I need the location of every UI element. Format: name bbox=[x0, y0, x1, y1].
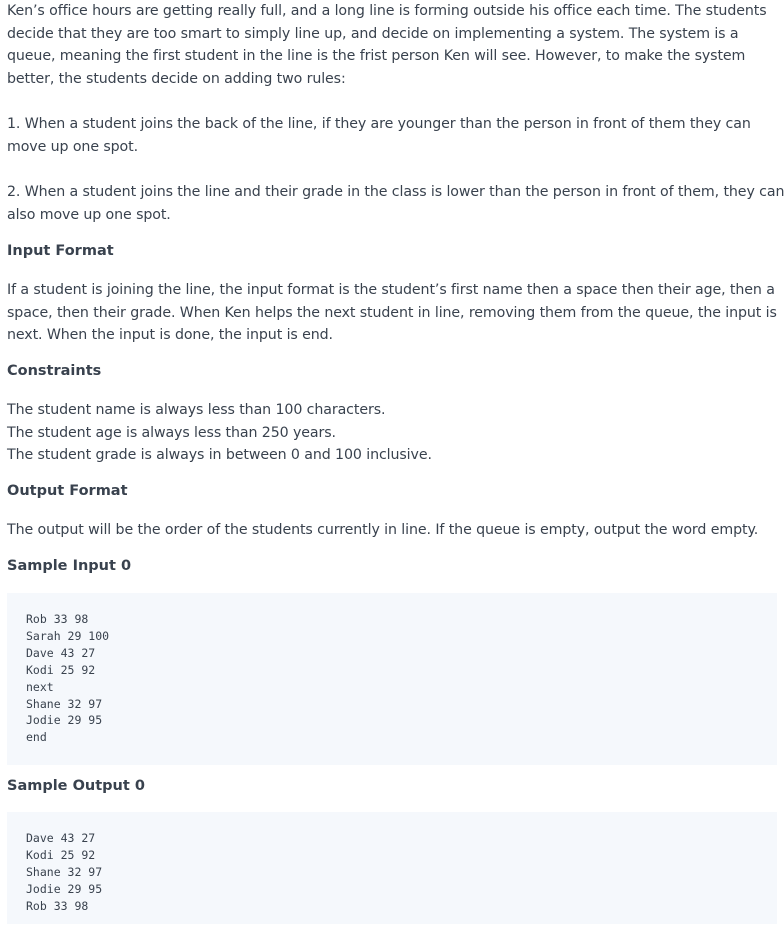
sample-input-heading: Sample Input 0 bbox=[7, 558, 132, 574]
sample-output-line: Jodie 29 95 bbox=[26, 881, 103, 896]
sample-input-line: end bbox=[26, 730, 47, 745]
sample-output-line: Kodi 25 92 bbox=[26, 847, 96, 862]
constraints-heading: Constraints bbox=[7, 363, 102, 379]
sample-output-code-block bbox=[7, 812, 777, 924]
output-format-line: The output will be the order of the students currently in line. If the queue is empty, output the word empty. bbox=[7, 522, 759, 538]
sample-input-line: Sarah 29 100 bbox=[26, 628, 110, 643]
intro-line: decide that they are too smart to simply line up, and decide on implementing a system. The system is a bbox=[7, 25, 739, 42]
sample-input-line: Jodie 29 95 bbox=[26, 713, 103, 728]
constraint-line: The student age is always less than 250 years. bbox=[7, 424, 336, 441]
input-format-heading: Input Format bbox=[7, 243, 114, 259]
rule-1-paragraph bbox=[7, 113, 751, 158]
sample-output-line: Rob 33 98 bbox=[26, 898, 89, 913]
rule-1-line: move up one spot. bbox=[7, 138, 139, 155]
output-format-paragraph bbox=[7, 519, 758, 542]
input-format-paragraph bbox=[7, 279, 777, 347]
intro-line: queue, meaning the first student in the line is the frist person Ken will see. However, to make the system bbox=[7, 48, 746, 64]
rule-1-line: 1. When a student joins the back of the line, if they are younger than the person in front of them they can bbox=[7, 116, 751, 132]
sample-input-line: Dave 43 27 bbox=[26, 645, 96, 660]
sample-input-line: Shane 32 97 bbox=[26, 696, 103, 711]
rule-2-paragraph bbox=[7, 181, 784, 226]
input-format-line: space, then their grade. When Ken helps the next student in line, removing them from the queue, the input is bbox=[7, 304, 777, 321]
intro-line: better, the students decide on adding two rules: bbox=[7, 70, 346, 87]
sample-output-line: Shane 32 97 bbox=[26, 864, 103, 879]
intro-line: Ken’s office hours are getting really full, and a long line is forming outside his office each time. The students bbox=[7, 3, 767, 19]
rule-2-line: 2. When a student joins the line and their grade in the class is lower than the person in front of them, they can bbox=[7, 184, 784, 200]
intro-paragraph bbox=[7, 0, 767, 90]
constraint-line: The student name is always less than 100 characters. bbox=[7, 402, 386, 418]
input-format-line: If a student is joining the line, the input format is the student’s first name then a space then their age, then a bbox=[7, 282, 775, 298]
input-format-line: next. When the input is done, the input is end. bbox=[7, 327, 333, 343]
sample-input-line: next bbox=[26, 679, 54, 694]
sample-input-code-block bbox=[7, 593, 777, 765]
sample-input-line: Kodi 25 92 bbox=[26, 662, 96, 677]
constraint-line: The student grade is always in between 0 and 100 inclusive. bbox=[7, 447, 432, 463]
output-format-heading: Output Format bbox=[7, 483, 128, 499]
sample-input-line: Rob 33 98 bbox=[26, 612, 89, 626]
sample-output-heading: Sample Output 0 bbox=[7, 778, 145, 794]
constraints-paragraph bbox=[7, 399, 432, 467]
sample-output-line: Dave 43 27 bbox=[26, 831, 96, 845]
rule-2-line: also move up one spot. bbox=[7, 206, 171, 223]
